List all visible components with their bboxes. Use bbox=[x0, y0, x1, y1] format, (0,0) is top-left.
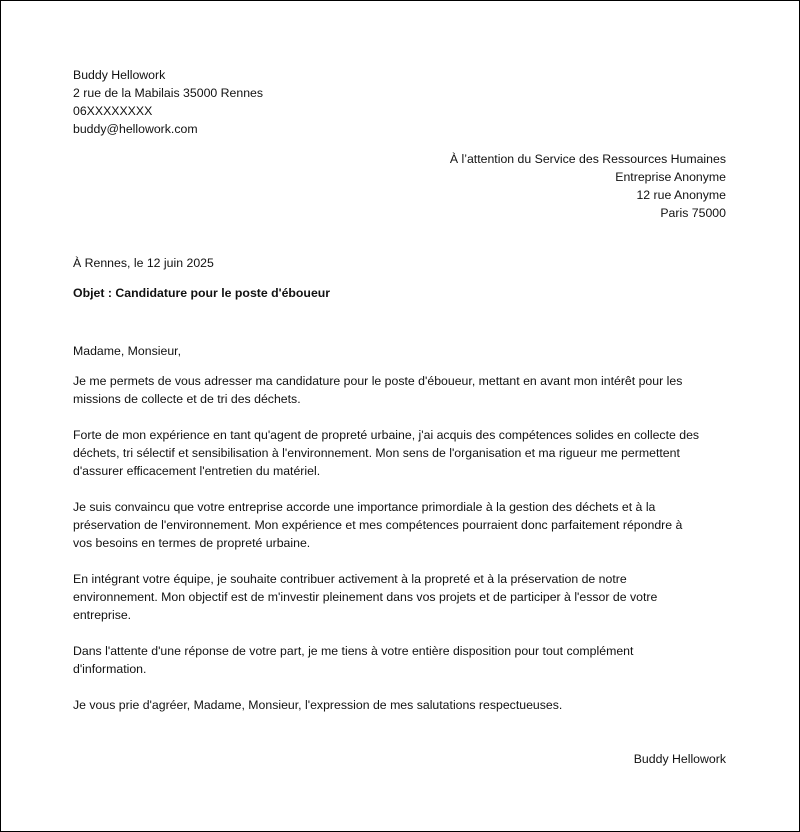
paragraph-line: Je vous prie d'agréer, Madame, Monsieur, l'expression de mes salutations respectueuses. bbox=[73, 698, 563, 712]
paragraph-line: environnement. Mon objectif est de m'investir pleinement dans vos projets et de participer à l'essor de votre bbox=[73, 590, 658, 604]
letter-body bbox=[73, 342, 733, 732]
paragraph-line: préservation de l'environnement. Mon expérience et mes compétences pourraient donc parfaitement répondre à bbox=[73, 518, 683, 532]
paragraph-line: Je suis convaincu que votre entreprise accorde une importance primordiale à la gestion des déchets et à la bbox=[73, 500, 656, 514]
paragraph-line: entreprise. bbox=[73, 608, 132, 622]
paragraph-line: Forte de mon expérience en tant qu'agent de propreté urbaine, j'ai acquis des compétences solides en collecte des bbox=[73, 428, 700, 442]
paragraph-line: d'assurer efficacement l'entretien du matériel. bbox=[73, 464, 321, 478]
paragraph-company bbox=[73, 498, 733, 552]
sender-block bbox=[73, 66, 263, 138]
recipient-block bbox=[450, 150, 726, 222]
recipient-city: Paris 75000 bbox=[660, 206, 726, 220]
signature: Buddy Hellowork bbox=[633, 752, 726, 766]
date-line: À Rennes, le 12 juin 2025 bbox=[73, 256, 214, 270]
subject-line: Objet : Candidature pour le poste d'éboueur bbox=[73, 286, 331, 300]
recipient-attention: À l’attention du Service des Ressources Humaines bbox=[449, 152, 726, 166]
paragraph-intro bbox=[73, 372, 733, 408]
sender-email: buddy@hellowork.com bbox=[73, 122, 198, 136]
paragraph-availability bbox=[73, 642, 733, 678]
recipient-street: 12 rue Anonyme bbox=[636, 188, 726, 202]
paragraph-line: d'information. bbox=[73, 662, 147, 676]
paragraph-line: Dans l'attente d'une réponse de votre part, je me tiens à votre entière disposition pour tout complément bbox=[73, 644, 634, 658]
paragraph-closing bbox=[73, 696, 733, 714]
paragraph-experience bbox=[73, 426, 733, 480]
paragraph-line: missions de collecte et de tri des déchets. bbox=[73, 392, 301, 406]
recipient-company: Entreprise Anonyme bbox=[615, 170, 726, 184]
sender-name: Buddy Hellowork bbox=[73, 68, 166, 82]
sender-address: 2 rue de la Mabilais 35000 Rennes bbox=[73, 86, 264, 100]
paragraph-motivation bbox=[73, 570, 733, 624]
paragraph-line: Je me permets de vous adresser ma candidature pour le poste d'éboueur, mettant en avant mon intérêt pour les bbox=[73, 374, 683, 388]
sender-phone: 06XXXXXXXX bbox=[73, 104, 153, 118]
paragraph-line: déchets, tri sélectif et sensibilisation à l'environnement. Mon sens de l'organisation et ma rigueur me permettent bbox=[73, 446, 680, 460]
paragraph-line: vos besoins en termes de propreté urbaine. bbox=[73, 536, 311, 550]
paragraph-line: En intégrant votre équipe, je souhaite contribuer activement à la propreté et à la préservation de notre bbox=[73, 572, 627, 586]
greeting: Madame, Monsieur, bbox=[73, 344, 181, 358]
